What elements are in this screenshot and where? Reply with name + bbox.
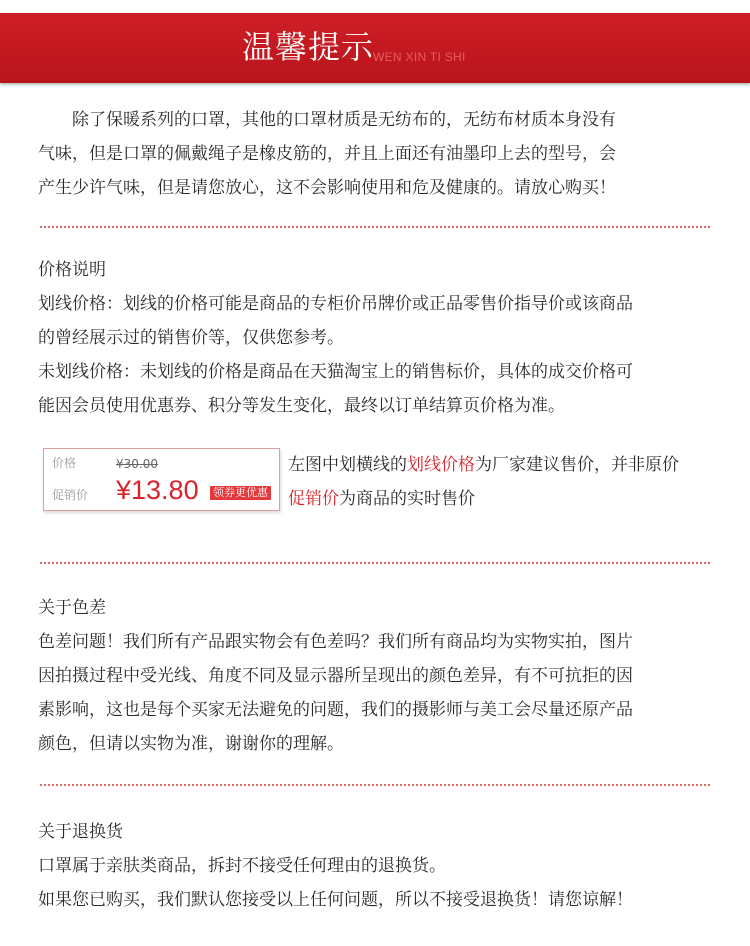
price-example-box — [43, 448, 280, 511]
header-banner — [0, 13, 750, 83]
explain-text: 为厂家建议售价，并非原价 — [475, 455, 679, 475]
old-price: ¥30.00 — [116, 457, 158, 471]
price-heading: 价格说明 — [38, 260, 106, 280]
banner-title: 温馨提示 — [242, 28, 375, 66]
price-line: 未划线价格：未划线的价格是商品在天猫淘宝上的销售标价，具体的成交价格可 — [38, 362, 633, 382]
color-line: 颜色，但请以实物为准，谢谢你的理解。 — [38, 734, 344, 754]
explain-highlight: 促销价 — [288, 489, 339, 509]
intro-line: 气味，但是口罩的佩戴绳子是橡皮筋的，并且上面还有油墨印上去的型号，会 — [38, 144, 616, 164]
color-line: 色差问题！我们所有产品跟实物会有色差吗？我们所有商品均为实物实拍，图片 — [38, 632, 633, 652]
divider — [40, 562, 710, 564]
return-line: 如果您已购买，我们默认您接受以上任何问题，所以不接受退换货！请您谅解！ — [38, 890, 633, 910]
coupon-badge: 领券更优惠 — [210, 486, 271, 500]
divider — [40, 226, 710, 228]
price-line: 能因会员使用优惠券、积分等发生变化，最终以订单结算页价格为准。 — [38, 396, 565, 416]
promo-label: 促销价 — [52, 488, 89, 502]
explain-line-2 — [288, 482, 728, 516]
color-line: 因拍摄过程中受光线、角度不同及显示器所呈现出的颜色差异，有不可抗拒的因 — [38, 666, 633, 686]
return-heading: 关于退换货 — [38, 822, 123, 842]
price-explanation — [288, 448, 728, 516]
promo-price: ¥13.80 — [116, 475, 199, 505]
intro-line: 产生少许气味，但是请您放心，这不会影响使用和危及健康的。请放心购买！ — [38, 178, 616, 198]
divider — [40, 784, 710, 786]
price-section — [38, 253, 720, 423]
banner-subtitle: WEN XIN TI SHI — [373, 50, 466, 64]
explain-highlight: 划线价格 — [407, 455, 475, 475]
return-line: 口罩属于亲肤类商品，拆封不接受任何理由的退换货。 — [38, 856, 446, 876]
explain-text: 左图中划横线的 — [288, 455, 407, 475]
explain-line-1 — [288, 448, 728, 482]
color-section — [38, 591, 720, 761]
color-heading: 关于色差 — [38, 598, 106, 618]
color-line: 素影响，这也是每个买家无法避免的问题，我们的摄影师与美工会尽量还原产品 — [38, 700, 633, 720]
price-line: 的曾经展示过的销售价等，仅供您参考。 — [38, 328, 344, 348]
explain-text: 为商品的实时售价 — [339, 489, 475, 509]
return-section — [38, 815, 720, 917]
price-label: 价格 — [52, 456, 77, 470]
price-line: 划线价格：划线的价格可能是商品的专柜价吊牌价或正品零售价指导价或该商品 — [38, 294, 633, 314]
intro-line: 除了保暖系列的口罩，其他的口罩材质是无纺布的，无纺布材质本身没有 — [38, 110, 616, 130]
intro-paragraph — [38, 103, 720, 205]
